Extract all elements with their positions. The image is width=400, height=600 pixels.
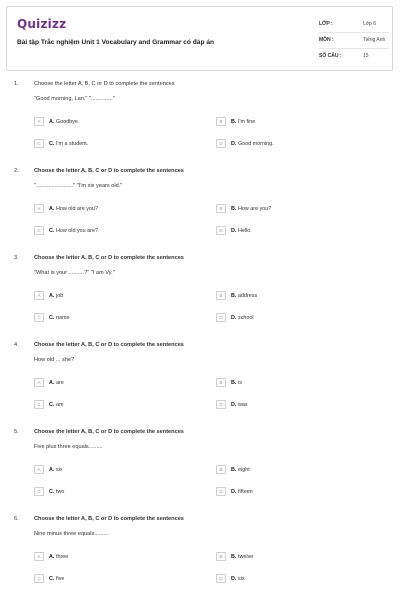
option-letter: D. [231, 401, 237, 408]
option-text: two [56, 488, 65, 495]
option-text: I'm fine [238, 118, 256, 125]
question-stem: Nine minus three equals......... [34, 531, 109, 537]
option-text: is [238, 379, 242, 386]
option-box: A [34, 291, 44, 300]
option-letter: C. [49, 227, 55, 234]
option-letter: A. [49, 205, 55, 212]
option-letter: A. [49, 553, 55, 560]
option-letter: C. [49, 575, 55, 582]
option-box: B [216, 378, 226, 387]
option-letter: D. [231, 488, 237, 495]
option-box: C [34, 226, 44, 235]
option-text: six [56, 466, 63, 473]
question-2 [0, 168, 400, 254]
question-stem: Five plus three equals......... [34, 444, 103, 450]
option-box: A [34, 117, 44, 126]
option-letter: D. [231, 314, 237, 321]
option-box: C [34, 487, 44, 496]
worksheet-header [6, 6, 393, 71]
option-box: D [216, 226, 226, 235]
option-letter: D. [231, 140, 237, 147]
question-instruction: Choose the letter A, B, C or D to complete the sentences [34, 516, 184, 522]
option-box: B [216, 204, 226, 213]
option-text: I'm a student. [56, 140, 89, 147]
option-letter: D. [231, 227, 237, 234]
option-text: eight [238, 466, 250, 473]
option-text: job [56, 292, 64, 299]
option-letter: B. [231, 205, 237, 212]
question-instruction: Choose the letter A, B, C or D to complete the sentences [34, 342, 184, 348]
option-letter: B. [231, 466, 237, 473]
question-instruction: Choose the letter A, B, C or D to complete the sentences [34, 81, 175, 87]
option-letter: A. [49, 292, 55, 299]
quizizz-logo: Quizizz [17, 17, 67, 31]
option-box: D [216, 400, 226, 409]
worksheet-meta [319, 17, 389, 65]
question-stem: "Good morning, Lan." ".............." [34, 96, 115, 102]
option-letter: A. [49, 379, 55, 386]
question-6 [0, 516, 400, 600]
option-letter: B. [231, 292, 237, 299]
question-number: 4. [14, 342, 19, 348]
question-stem: "........................" "I'm six years old." [34, 183, 123, 189]
question-5 [0, 429, 400, 515]
option-box: D [216, 313, 226, 322]
question-stem: How old ... she? [34, 357, 75, 363]
option-box: A [34, 378, 44, 387]
option-letter: A. [49, 118, 55, 125]
question-number: 6. [14, 516, 19, 522]
meta-key: LỚP : [319, 21, 333, 27]
option-letter: B. [231, 553, 237, 560]
option-text: Hello. [238, 227, 252, 234]
option-letter: C. [49, 401, 55, 408]
question-3 [0, 255, 400, 341]
option-letter: C. [49, 140, 55, 147]
meta-value: Tiếng Anh [363, 37, 386, 43]
question-number: 3. [14, 255, 19, 261]
option-box: B [216, 117, 226, 126]
option-box: A [34, 465, 44, 474]
option-letter: C. [49, 314, 55, 321]
option-box: D [216, 574, 226, 583]
option-text: twelve [238, 553, 254, 560]
option-text: How old are you? [56, 205, 98, 212]
meta-row-subject [319, 33, 389, 49]
option-text: How are you? [238, 205, 272, 212]
option-text: Good morning. [238, 140, 274, 147]
question-instruction: Choose the letter A, B, C or D to complete the sentences [34, 168, 184, 174]
option-box: D [216, 139, 226, 148]
option-box: B [216, 552, 226, 561]
option-box: A [34, 552, 44, 561]
option-box: B [216, 465, 226, 474]
question-number: 1. [14, 81, 19, 87]
question-number: 2. [14, 168, 19, 174]
meta-row-class [319, 17, 389, 33]
meta-row-count [319, 49, 389, 65]
meta-value: Lớp 6 [363, 21, 377, 27]
option-box: C [34, 313, 44, 322]
option-text: five [56, 575, 65, 582]
option-box: C [34, 139, 44, 148]
question-instruction: Choose the letter A, B, C or D to complete the sentences [34, 429, 184, 435]
option-text: address [238, 292, 258, 299]
question-4 [0, 342, 400, 428]
option-box: C [34, 400, 44, 409]
meta-value: 15 [363, 53, 369, 59]
option-text: How old you are? [56, 227, 98, 234]
option-text: three [56, 553, 69, 560]
question-number: 5. [14, 429, 19, 435]
meta-key: SỐ CÂU : [319, 53, 342, 59]
option-letter: A. [49, 466, 55, 473]
option-text: name [56, 314, 70, 321]
question-instruction: Choose the letter A, B, C or D to complete the sentences [34, 255, 184, 261]
question-1 [0, 81, 400, 167]
option-box: B [216, 291, 226, 300]
option-text: six [238, 575, 245, 582]
meta-key: MÔN : [319, 37, 334, 43]
option-box: C [34, 574, 44, 583]
option-text: was [238, 401, 248, 408]
option-text: Goodbye. [56, 118, 80, 125]
option-letter: C. [49, 488, 55, 495]
option-text: am [56, 401, 64, 408]
option-letter: B. [231, 118, 237, 125]
option-letter: B. [231, 379, 237, 386]
option-box: D [216, 487, 226, 496]
option-text: fifteen [238, 488, 253, 495]
option-text: are [56, 379, 64, 386]
option-letter: D. [231, 575, 237, 582]
worksheet-title: Bài tập Trắc nghiệm Unit 1 Vocabulary and Grammar có đáp án [17, 39, 215, 46]
option-box: A [34, 204, 44, 213]
question-stem: "What is your ..........?" "I am Vy." [34, 270, 115, 276]
option-text: school [238, 314, 254, 321]
